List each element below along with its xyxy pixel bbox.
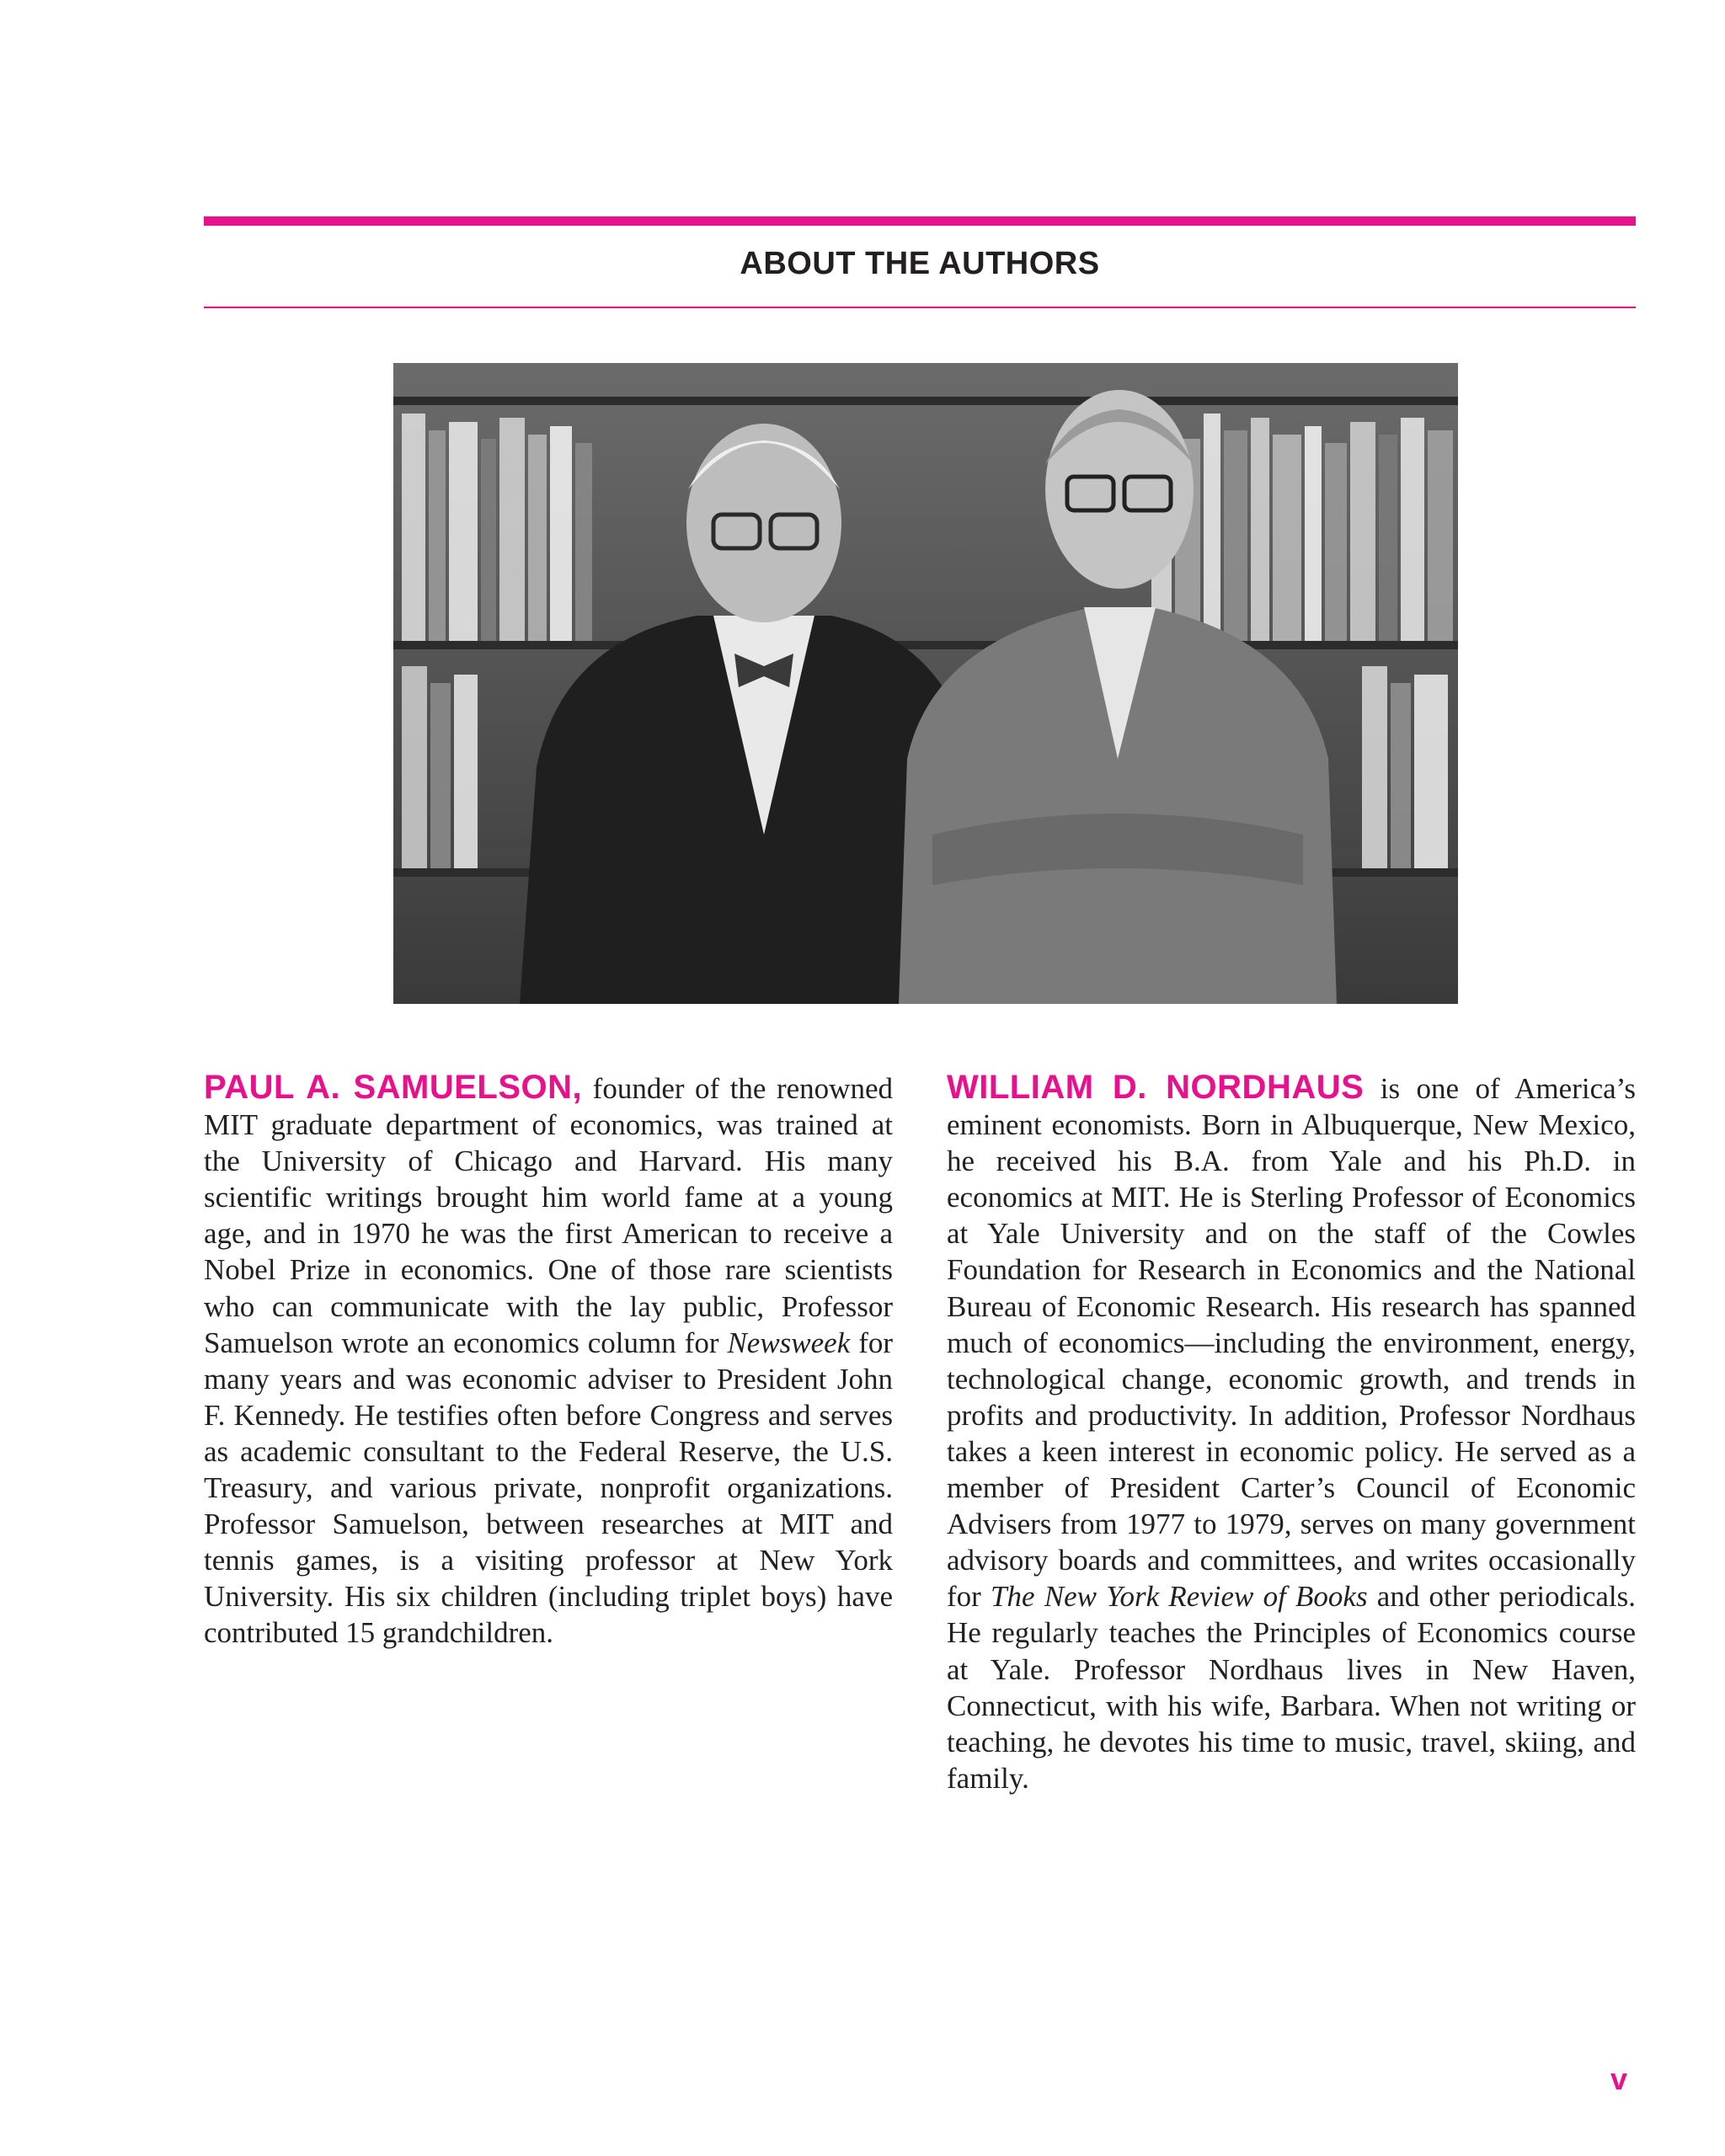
top-rule bbox=[204, 216, 1636, 226]
samuelson-italic-title: Newsweek bbox=[727, 1326, 851, 1359]
author-portrait-photo bbox=[393, 363, 1458, 1004]
samuelson-name: PAUL A. SAMUELSON, bbox=[204, 1069, 583, 1106]
nordhaus-italic-title: The New York Review of Books bbox=[991, 1580, 1368, 1614]
samuelson-text-1: founder of the renowned MIT graduate department of economics, was trained at the University of Chicago and Harvard. His many scientific writings brought him world fame at a young age, and in 1970 he was the first American to receive a Nobel Prize in economics. One of those rare scientists who can communicate with the lay public, Professor Samuelson wrote an economics column for bbox=[204, 1072, 893, 1359]
nordhaus-name: WILLIAM D. NORDHAUS bbox=[947, 1069, 1365, 1106]
nordhaus-text-2: and other periodicals. He regularly teaches the Principles of Economics course at Yale. Professor Nordhaus lives in New Haven, Connecticut, with his wife, Barbara. When not writing or teaching, he devotes his time to music, travel, skiing, and family. bbox=[947, 1580, 1636, 1795]
samuelson-bio bbox=[204, 1070, 893, 1652]
photo-illustration bbox=[393, 363, 1458, 1004]
page-number: v bbox=[1610, 2062, 1628, 2096]
nordhaus-bio bbox=[947, 1070, 1636, 1796]
page-title: ABOUT THE AUTHORS bbox=[740, 246, 1100, 281]
heading-rule bbox=[204, 307, 1636, 308]
samuelson-text-2: for many years and was economic adviser to President John F. Kennedy. He testifies often before Congress and serves as academic consultant to the Federal Reserve, the U.S. Treasury, and various private, nonprofit organizations. Professor Samuelson, between researches at MIT and tennis games, is a visiting professor at New York University. His six children (including triplet boys) have contributed 15 grandchildren. bbox=[204, 1326, 894, 1650]
nordhaus-text-1: is one of America’s eminent economists. Born in Albuquerque, New Mexico, he received his B.A. from Yale and his Ph.D. in economics at MIT. He is Sterling Professor of Economics at Yale University and on the staff of the Cowles Foundation for Research in Economics and the National Bureau of Economic Research. His research has spanned much of economics—including the environment, energy, technological change, economic growth, and trends in profits and productivity. In addition, Professor Nordhaus takes a keen interest in economic policy. He served as a member of President Carter’s Council of Economic Advisers from 1977 to 1979, serves on many government advisory boards and committees, and writes occasionally for bbox=[947, 1072, 1636, 1614]
